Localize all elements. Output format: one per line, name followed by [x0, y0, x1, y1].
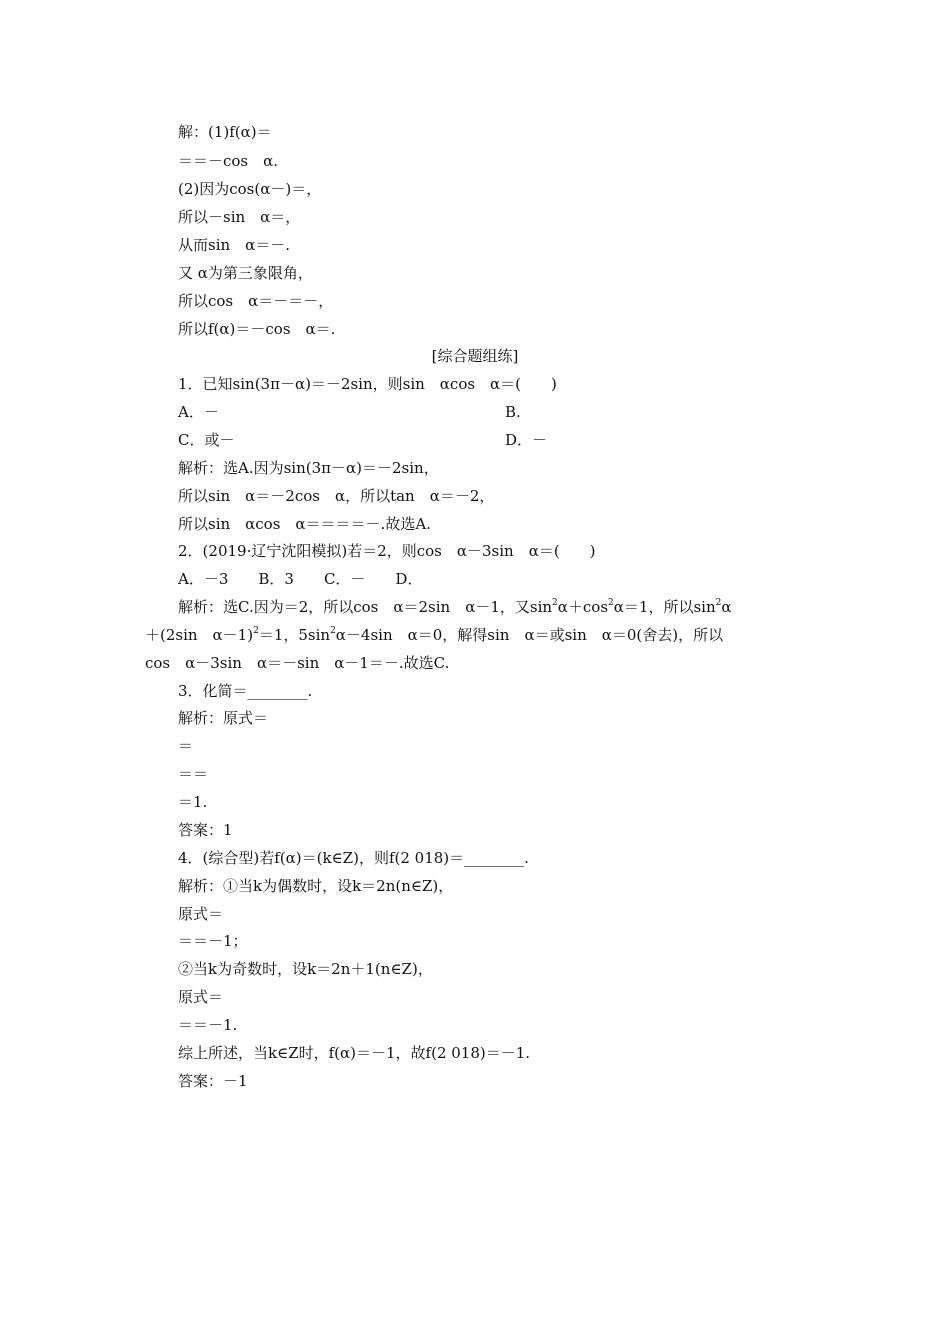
question-1-analysis-line: 所以sin αcos α＝＝＝＝－.故选A. — [178, 515, 431, 533]
question-1-analysis-line: 解析：选A.因为sin(3π－α)＝－2sin， — [178, 459, 439, 477]
solution-line: 解：(1)f(α)＝ — [178, 123, 272, 141]
question-4-analysis-line: ＝＝－1； — [178, 932, 248, 950]
question-4-analysis-line: ②当k为奇数时，设k＝2n＋1(n∈Z)， — [178, 960, 433, 978]
question-1-stem: 1．已知sin(3π－α)＝－2sin，则sin αcos α＝( ) — [178, 375, 557, 393]
question-3-analysis-line: ＝＝ — [178, 765, 209, 783]
question-4-answer: 答案：－1 — [178, 1072, 248, 1090]
question-3-analysis-line: 解析：原式＝ — [178, 709, 269, 727]
question-4-analysis-line: ＝＝－1. — [178, 1016, 238, 1034]
question-2-analysis-line-1: 解析：选C.因为＝2，所以cos α＝2sin α－1，又$\sin^2\alpha+\cos^2\alpha=1$，所以$\sin^2\alpha$ — [178, 598, 732, 616]
solution-line: 又 α为第三象限角， — [178, 264, 313, 282]
solution-line: 所以cos α＝－＝－， — [178, 292, 334, 310]
question-4-analysis-line: 原式＝ — [178, 988, 224, 1006]
solution-line: 所以f(α)＝－cos α＝. — [178, 320, 336, 338]
question-4-analysis-line: 原式＝ — [178, 905, 224, 923]
question-2-stem: 2．(2019·辽宁沈阳模拟)若＝2，则cos α－3sin α＝( ) — [178, 542, 596, 560]
question-1-option-d: D．－ — [505, 431, 548, 449]
question-1-option-c: C．或－ — [178, 431, 235, 449]
question-4-analysis-line: 综上所述，当k∈Z时，f(α)＝－1，故f(2 018)＝－1. — [178, 1044, 531, 1062]
question-2-analysis-line-2: ＋(2sin α－1)$^2$＝1，$5\sin^2\alpha-4\sin$ α＝0，解得sin α＝或sin α＝0(舍去)，所以 — [145, 626, 724, 644]
solution-line: 从而sin α＝－. — [178, 236, 291, 254]
question-3-stem: 3．化简＝________. — [178, 682, 313, 700]
question-4-analysis-line: 解析：①当k为偶数时，设k＝2n(n∈Z)， — [178, 877, 454, 895]
question-3-analysis-line: ＝1. — [178, 793, 208, 811]
section-title: [综合题组练] — [431, 347, 519, 365]
question-2-options: A．－3 B．3 C．－ D． — [178, 570, 423, 588]
question-1-option-b: B. — [505, 403, 521, 421]
solution-line: (2)因为cos(α－)＝， — [178, 180, 322, 198]
question-4-stem: 4．(综合型)若f(α)＝(k∈Z)，则f(2 018)＝________. — [178, 849, 529, 867]
question-3-analysis-line: ＝ — [178, 737, 194, 755]
solution-line: 所以－sin α＝， — [178, 208, 301, 226]
question-1-analysis-line: 所以sin α＝－2cos α，所以tan α＝－2， — [178, 487, 495, 505]
question-1-option-a: A．－ — [178, 403, 219, 421]
solution-line: ＝＝－cos α. — [178, 152, 279, 170]
question-2-analysis-line-3: cos α－3sin α＝－sin α－1＝－.故选C. — [145, 654, 450, 672]
question-3-answer: 答案：1 — [178, 821, 233, 839]
